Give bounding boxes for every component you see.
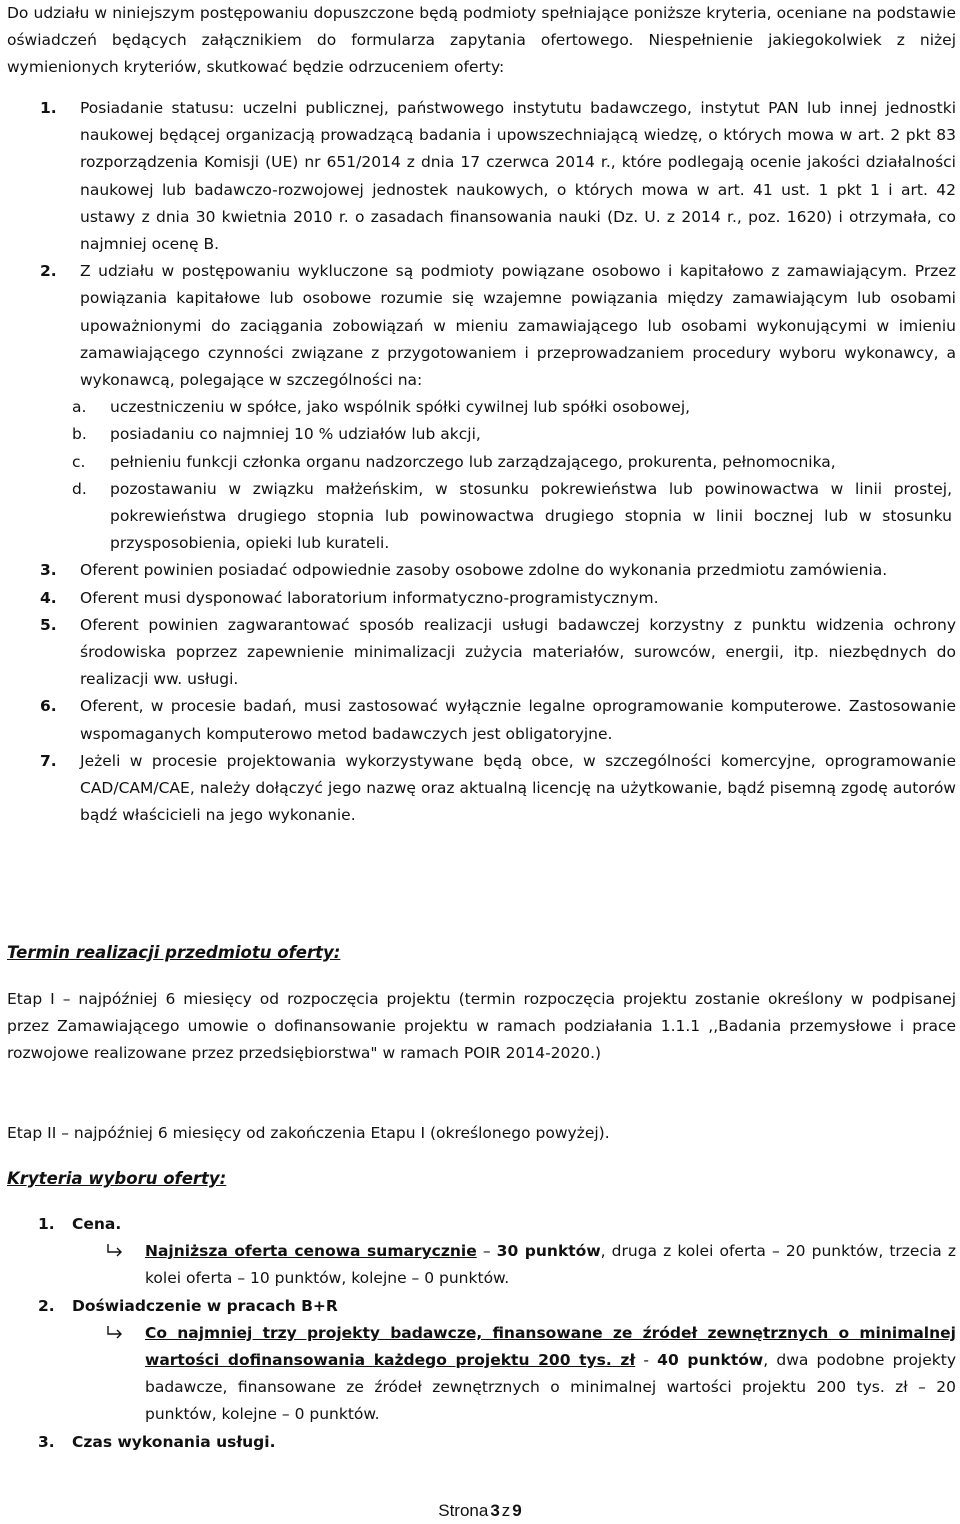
footer-prefix: Strona bbox=[438, 1501, 489, 1520]
condition-number: 4. bbox=[40, 588, 57, 607]
condition-number: 3. bbox=[40, 561, 57, 580]
stage-one-paragraph: Etap I – najpóźniej 6 miesięcy od rozpoczęcia projektu (termin rozpoczęcia projektu zostanie określony w podpisanej przez Zamawiającego umowie o dofinansowanie projektu w ramach podziałania 1.1.1 ,,Badania przemysłowe i prace rozwojowe realizowane przez przedsiębiorstwa" w ramach POIR 2014-2020.) bbox=[7, 990, 956, 1063]
criterion-dash: – bbox=[476, 1242, 497, 1261]
criterion-points: 30 punktów bbox=[496, 1242, 601, 1261]
condition-text: Oferent musi dysponować laboratorium informatyczno-programistycznym. bbox=[80, 588, 659, 607]
page-footer bbox=[0, 1497, 960, 1524]
conditions-list bbox=[0, 95, 960, 829]
sublist-text: uczestniczeniu w spółce, jako wspólnik spółki cywilnej lub spółki osobowej, bbox=[110, 398, 691, 417]
criterion-main-condition: Co najmniej trzy projekty badawcze, finansowane ze źródeł zewnętrznych o minimalnej wartości dofinansowania każdego projektu 200 tys. zł bbox=[145, 1323, 956, 1370]
sublist-item bbox=[0, 449, 956, 476]
intro-paragraph: Do udziału w niniejszym postępowaniu dopuszczone będą podmioty spełniające poniższe kryteria, oceniane na podstawie oświadczeń będących załącznikiem do formularza zapytania ofertowego. Niespełnienie jakiegokolwiek z niżej wymienionych kryteriów, skutkować będzie odrzuceniem oferty: bbox=[7, 4, 956, 77]
criterion-item bbox=[0, 1293, 960, 1429]
criterion-number: 2. bbox=[38, 1296, 55, 1315]
criterion-item bbox=[0, 1429, 960, 1456]
criterion-rest: , druga z kolei oferta – 20 punktów, trzecia z kolei oferta – 10 punktów, kolejne – 0 punktów. bbox=[145, 1242, 956, 1288]
footer-page-total: 9 bbox=[512, 1501, 522, 1520]
condition-item bbox=[0, 95, 960, 258]
criterion-detail bbox=[0, 1320, 960, 1429]
condition-number: 6. bbox=[40, 697, 57, 716]
sublist-letter: c. bbox=[72, 452, 86, 471]
sublist-item bbox=[0, 476, 956, 558]
stage-two-paragraph: Etap II – najpóźniej 6 miesięcy od zakończenia Etapu I (określonego powyżej). bbox=[7, 1124, 610, 1142]
condition-item bbox=[0, 612, 960, 694]
condition-item bbox=[0, 258, 960, 557]
criterion-title-text: Cena. bbox=[72, 1215, 122, 1233]
condition-text: Jeżeli w procesie projektowania wykorzystywane będą obce, w szczególności komercyjne, oprogramowanie CAD/CAM/CAE, należy dołączyć jego nazwę oraz aktualną licencję na użytkowanie, bądź pisemną zgodę autorów bądź właścicieli na jego wykonanie. bbox=[80, 751, 956, 825]
condition-item bbox=[0, 585, 960, 612]
condition-text: Posiadanie statusu: uczelni publicznej, państwowego instytutu badawczego, instytut PAN lub innej jednostki naukowej będącej organizacją prowadzącą badania i upowszechniającą wiedzę, o których mowa w art. 2 pkt 83 rozporządzenia Komisji (UE) nr 651/2014 z dnia 17 czerwca 2014 r., które podlegają ocenie jakości działalności naukowej lub badawczo-rozwojowej jednostek naukowych, o których mowa w art. 41 ust. 1 pkt 1 i art. 42 ustawy z dnia 30 kwietnia 2010 r. o zasadach finansowania nauki (Dz. U. z 2014 r., poz. 1620) i otrzymała, co najmniej ocenę B. bbox=[80, 99, 956, 254]
criteria-list bbox=[0, 1211, 960, 1456]
condition-text: Oferent, w procesie badań, musi zastosować wyłącznie legalne oprogramowanie komputerowe. Zastosowanie wspomaganych komputerowo metod badawczych jest obligatoryjne. bbox=[80, 697, 956, 743]
criterion-points: 40 punktów bbox=[657, 1351, 764, 1370]
sublist-item bbox=[0, 421, 956, 448]
sublist-text: posiadaniu co najmniej 10 % udziałów lub akcji, bbox=[110, 425, 481, 444]
criterion-main-condition: Najniższa oferta cenowa sumarycznie bbox=[145, 1242, 477, 1261]
sublist-text: pełnieniu funkcji członka organu nadzorczego lub zarządzającego, prokurenta, pełnomocnika, bbox=[110, 452, 836, 471]
criterion-title-text: Czas wykonania usługi. bbox=[72, 1432, 276, 1451]
relationship-sublist bbox=[72, 394, 956, 557]
sublist-letter: d. bbox=[72, 479, 87, 498]
criterion-title bbox=[0, 1211, 960, 1238]
condition-number: 1. bbox=[40, 99, 57, 117]
arrow-return-icon bbox=[105, 1324, 125, 1340]
sublist-item bbox=[0, 394, 956, 421]
condition-number: 7. bbox=[40, 751, 57, 770]
condition-text: Oferent powinien posiadać odpowiednie zasoby osobowe zdolne do wykonania przedmiotu zamówienia. bbox=[80, 561, 888, 580]
condition-text: Oferent powinien zagwarantować sposób realizacji usługi badawczej korzystny z punktu widzenia ochrony środowiska poprzez zapewnienie minimalizacji zużycia materiałów, surowców, energii, itp. niezbędnych do realizacji ww. usługi. bbox=[80, 615, 956, 689]
criterion-title bbox=[0, 1293, 960, 1320]
criterion-title-text: Doświadczenie w pracach B+R bbox=[72, 1296, 338, 1315]
sublist-text: pozostawaniu w związku małżeńskim, w stosunku pokrewieństwa lub powinowactwa w linii prostej, pokrewieństwa drugiego stopnia lub powinowactwa drugiego stopnia w linii bocznej lub w stosunku przysposobienia, opieki lub kurateli. bbox=[110, 479, 952, 553]
criterion-detail bbox=[0, 1238, 960, 1292]
condition-number: 5. bbox=[40, 615, 57, 634]
criterion-number: 1. bbox=[38, 1215, 55, 1233]
footer-page-number: 3 bbox=[490, 1501, 500, 1520]
criterion-item bbox=[0, 1211, 960, 1293]
condition-text: Z udziału w postępowaniu wykluczone są podmioty powiązane osobowo i kapitałowo z zamawiającym. Przez powiązania kapitałowe lub osobowe rozumie się wzajemne powiązania między zamawiającym lub osobami upoważnionymi do zaciągania zobowiązań w mieniu zamawiającego lub osobami wykonującymi w imieniu zamawiającego czynności związane z przygotowaniem i przeprowadzaniem procedury wyboru wykonawcy, a wykonawcą, polegające w szczególności na: bbox=[80, 262, 956, 390]
criterion-dash: - bbox=[635, 1351, 658, 1370]
criterion-number: 3. bbox=[38, 1432, 55, 1451]
arrow-return-icon bbox=[105, 1242, 125, 1258]
sublist-letter: a. bbox=[72, 398, 87, 417]
condition-item bbox=[0, 557, 960, 584]
termin-heading: Termin realizacji przedmiotu oferty: bbox=[7, 943, 341, 962]
criterion-title bbox=[0, 1429, 960, 1456]
sublist-letter: b. bbox=[72, 425, 87, 444]
condition-number: 2. bbox=[40, 262, 57, 281]
criteria-heading: Kryteria wyboru oferty: bbox=[7, 1169, 227, 1188]
condition-item bbox=[0, 693, 960, 747]
condition-item bbox=[0, 748, 960, 830]
criterion-rest: , dwa podobne projekty badawcze, finansowane ze źródeł zewnętrznych o minimalnej wartości projektu 200 tys. zł – 20 punktów, kolejne – 0 punktów. bbox=[145, 1351, 956, 1424]
footer-separator: z bbox=[501, 1501, 511, 1520]
